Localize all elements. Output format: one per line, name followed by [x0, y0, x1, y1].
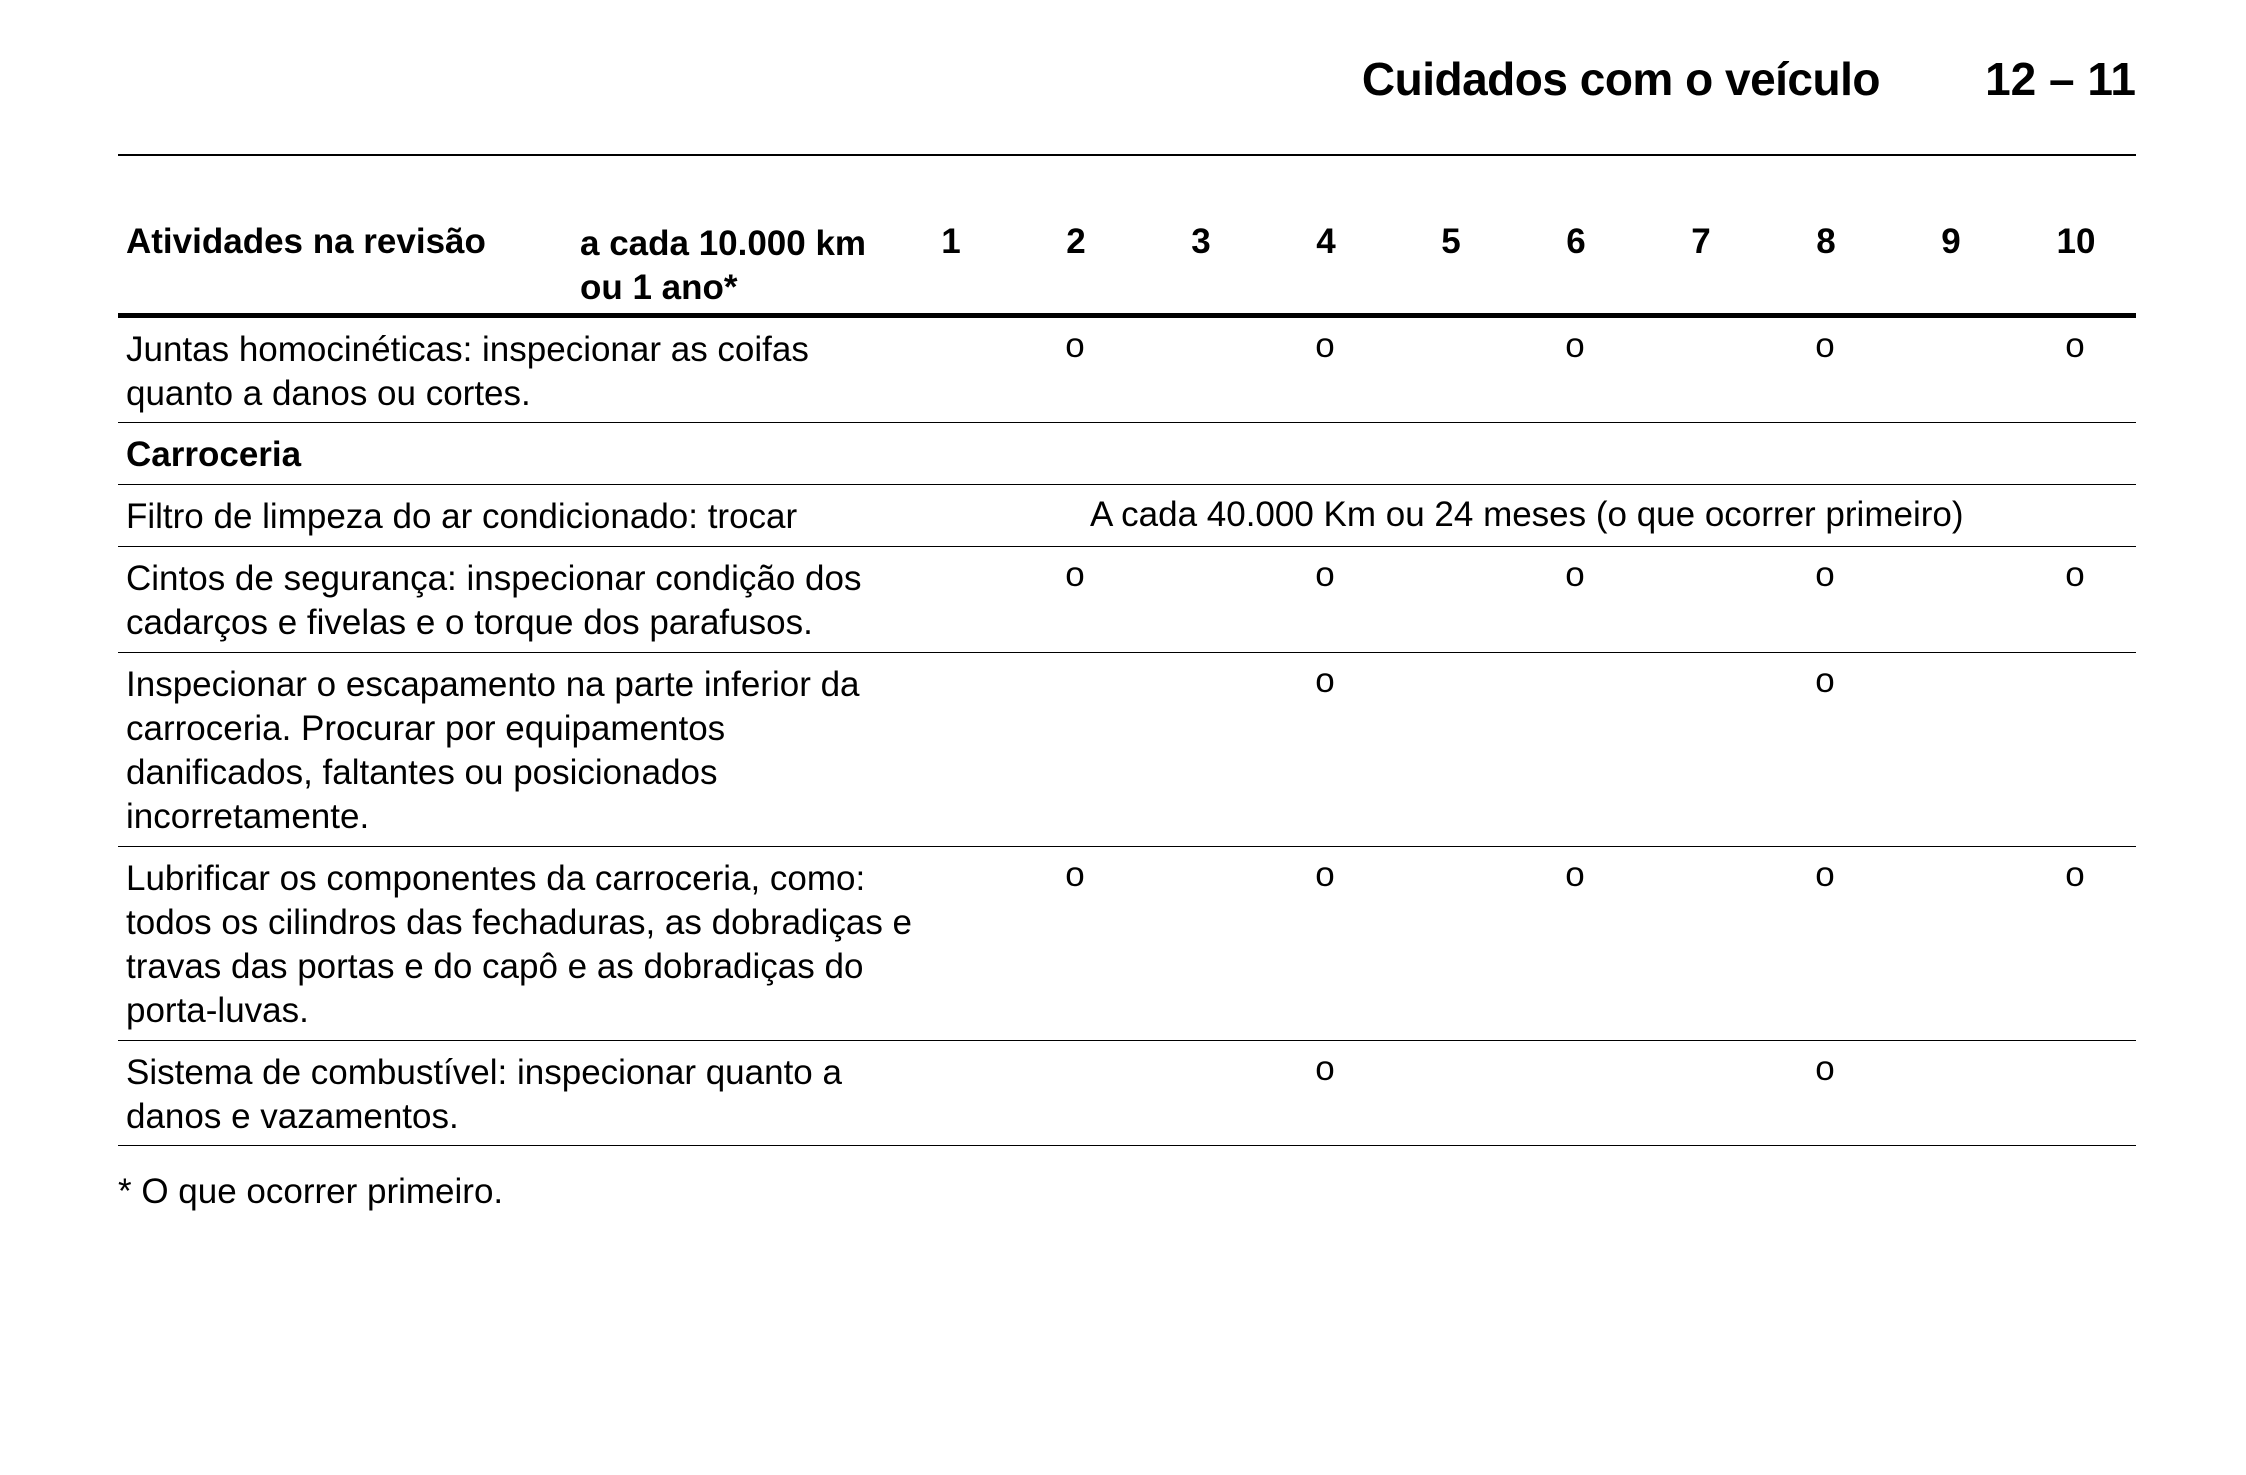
revision-mark-4: o	[1315, 855, 1335, 894]
description-line: Inspecionar o escapamento na parte inferior da	[126, 665, 860, 704]
revision-mark-8: o	[1815, 661, 1835, 700]
section-row	[118, 423, 2136, 485]
header-revision-2: 2	[1066, 222, 1086, 261]
revision-mark-10: o	[2065, 855, 2085, 894]
revision-mark-6: o	[1565, 555, 1585, 594]
header-revision-5: 5	[1441, 222, 1461, 261]
description-line: quanto a danos ou cortes.	[126, 374, 531, 413]
table-row	[118, 1041, 2136, 1146]
header-revision-8: 8	[1816, 222, 1836, 261]
revision-mark-2: o	[1065, 326, 1085, 365]
header-revision-7: 7	[1691, 222, 1711, 261]
table-body	[118, 318, 2136, 1146]
table-row	[118, 653, 2136, 847]
revision-mark-4: o	[1315, 326, 1335, 365]
description-line: incorretamente.	[126, 797, 370, 836]
description-line: carroceria. Procurar por equipamentos	[126, 709, 726, 748]
description-line: Sistema de combustível: inspecionar quanto a	[126, 1053, 842, 1092]
revision-mark-2: o	[1065, 555, 1085, 594]
revision-mark-8: o	[1815, 1049, 1835, 1088]
header-revision-6: 6	[1566, 222, 1586, 261]
header-activity: Atividades na revisão	[126, 222, 486, 261]
description-line: Cintos de segurança: inspecionar condição dos	[126, 559, 862, 598]
description-line: Filtro de limpeza do ar condicionado: trocar	[126, 497, 798, 536]
activity-description	[126, 663, 1026, 839]
description-line: danos e vazamentos.	[126, 1097, 459, 1136]
header-interval	[580, 222, 900, 310]
revision-mark-4: o	[1315, 555, 1335, 594]
description-line: porta-luvas.	[126, 991, 309, 1030]
revision-mark-4: o	[1315, 661, 1335, 700]
description-line: todos os cilindros das fechaduras, as dobradiças e	[126, 903, 913, 942]
page-header	[118, 0, 2136, 156]
table-row	[118, 847, 2136, 1041]
header-interval-line1: a cada 10.000 km	[580, 224, 867, 263]
footnote: * O que ocorrer primeiro.	[118, 1172, 504, 1211]
description-line: Juntas homocinéticas: inspecionar as coifas	[126, 330, 809, 369]
header-revision-3: 3	[1191, 222, 1211, 261]
revision-mark-6: o	[1565, 855, 1585, 894]
activity-description	[126, 857, 1026, 1033]
header-interval-line2: ou 1 ano*	[580, 268, 738, 307]
revision-mark-6: o	[1565, 326, 1585, 365]
section-title: Cuidados com o veículo	[1361, 53, 1880, 105]
maintenance-table	[118, 212, 2136, 1146]
revision-mark-10: o	[2065, 555, 2085, 594]
interval-note: A cada 40.000 Km ou 24 meses (o que ocorrer primeiro)	[1090, 495, 1964, 534]
revision-mark-10: o	[2065, 326, 2085, 365]
revision-mark-2: o	[1065, 855, 1085, 894]
description-line: Lubrificar os componentes da carroceria, como:	[126, 859, 866, 898]
section-heading: Carroceria	[126, 435, 302, 474]
activity-description	[126, 1051, 1026, 1139]
activity-description	[126, 557, 1026, 645]
table-row	[118, 318, 2136, 423]
table-row	[118, 485, 2136, 547]
header-revision-1: 1	[941, 222, 961, 261]
revision-mark-4: o	[1315, 1049, 1335, 1088]
activity-description	[126, 495, 1026, 539]
table-row	[118, 547, 2136, 653]
page-number: 12 – 11	[1985, 53, 2136, 105]
revision-mark-8: o	[1815, 326, 1835, 365]
revision-mark-8: o	[1815, 855, 1835, 894]
description-line: travas das portas e do capô e as dobradiças do	[126, 947, 864, 986]
activity-description	[126, 328, 1026, 416]
header-revision-10: 10	[2056, 222, 2096, 261]
description-line: cadarços e fivelas e o torque dos parafusos.	[126, 603, 813, 642]
header-revision-9: 9	[1941, 222, 1961, 261]
revision-mark-8: o	[1815, 555, 1835, 594]
table-header	[118, 212, 2136, 318]
description-line: danificados, faltantes ou posicionados	[126, 753, 718, 792]
header-revision-4: 4	[1316, 222, 1336, 261]
